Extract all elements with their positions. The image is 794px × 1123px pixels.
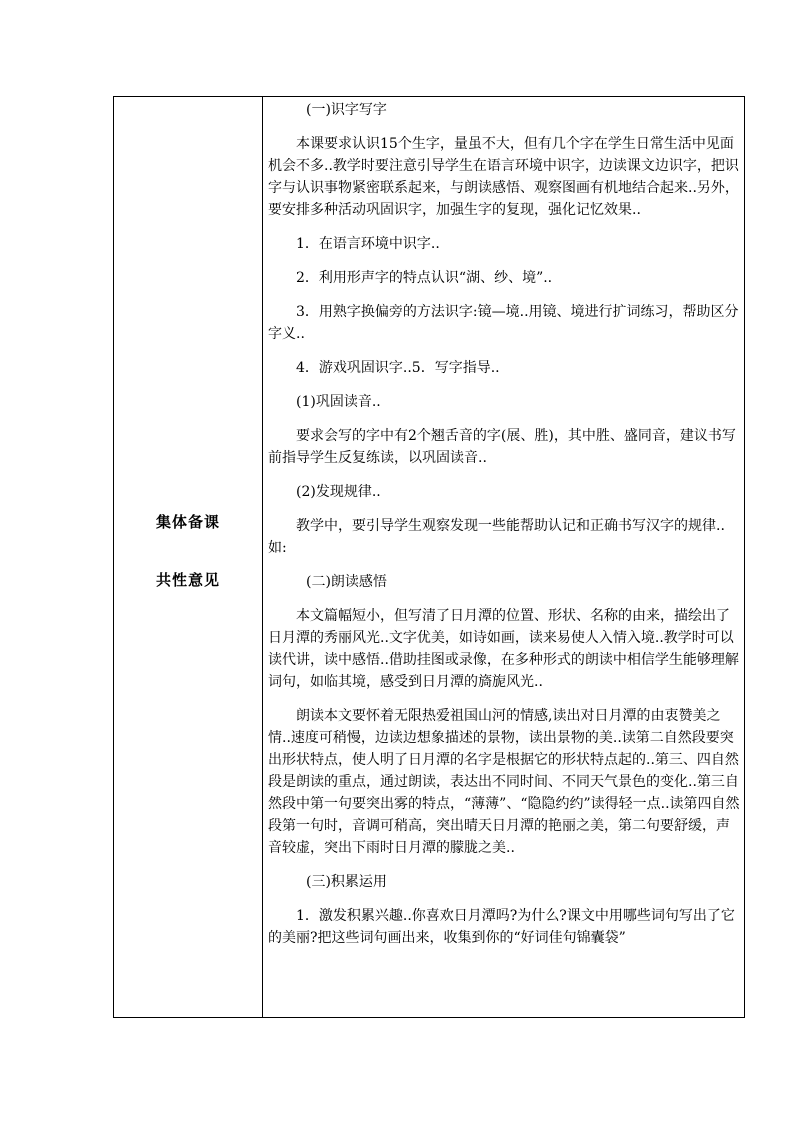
paragraph: 本文篇幅短小，但写清了日月潭的位置、形状、名称的由来，描绘出了日月潭的秀丽风光..文字优美，如诗如画，读来易使人入情入境..教学时可以读代讲，读中感悟..借助挂图或录像，在多种形式的朗读中相信学生能够理解词句，如临其境，感受到日月潭的旖旎风光.. (268, 608, 739, 690)
list-item: 1．在语言环境中识字.. (296, 236, 440, 252)
list-item: 4．游戏巩固识字..5．写字指导.. (296, 360, 500, 376)
paragraph: 1．激发积累兴趣..你喜欢日月潭吗?为什么?课文中用哪些词句写出了它的美丽?把这些词句画出来，收集到你的“好词佳句锦囊袋” (268, 908, 735, 946)
sub-heading: (2)发现规律.. (296, 484, 381, 500)
label-collective-prep: 集体备课 (155, 513, 220, 531)
paragraph: 本课要求认识15个生字，量虽不大，但有几个字在学生日常生活中见面机会不多..教学时要注意引导学生在语言环境中识字，边读课文边识字，把识字与认识事物紧密联系起来，与朗读感悟、观察图画有机地结合起来..另外，要安排多种活动巩固识字，加强生字的复现，强化记忆效果.. (268, 136, 739, 218)
label-common-opinion: 共性意见 (155, 571, 220, 589)
content-column (263, 97, 744, 1017)
lesson-table (113, 96, 745, 1018)
paragraph: 要求会写的字中有2个翘舌音的字(展、胜)，其中胜、盛同音，建议书写前指导学生反复练读，以巩固读音.. (268, 428, 736, 466)
paragraph: 朗读本文要怀着无限热爱祖国山河的情感,读出对日月潭的由衷赞美之情..速度可稍慢，边读边想象描述的景物，读出景物的美..读第二自然段要突出形状特点，使人明了日月潭的名字是根据它的形状特点起的..第三、四自然段是朗读的重点，通过朗读，表达出不同时间、不同天气景色的变化..第三自然段中第一句要突出雾的特点，“薄薄”、“隐隐约约”读得轻一点..读第四自然段第一句时，音调可稍高，突出晴天日月潭的艳丽之美，第二句要舒缓，声音较虚，突出下雨时日月潭的朦胧之美.. (268, 708, 740, 856)
paragraph: 教学中，要引导学生观察发现一些能帮助认记和正确书写汉字的规律..如: (268, 518, 725, 556)
list-item: 2．利用形声字的特点认识“湖、纱、境”.. (296, 270, 553, 286)
section-heading-literacy: (一)识字写字 (306, 102, 387, 118)
section-heading-reading: (二)朗读感悟 (306, 574, 387, 590)
section-heading-accumulation: (三)积累运用 (306, 874, 387, 890)
list-item: 3．用熟字换偏旁的方法识字:镜—境..用镜、境进行扩词练习，帮助区分字义.. (268, 304, 739, 342)
sub-heading: (1)巩固读音.. (296, 394, 381, 410)
left-column (114, 97, 263, 1017)
